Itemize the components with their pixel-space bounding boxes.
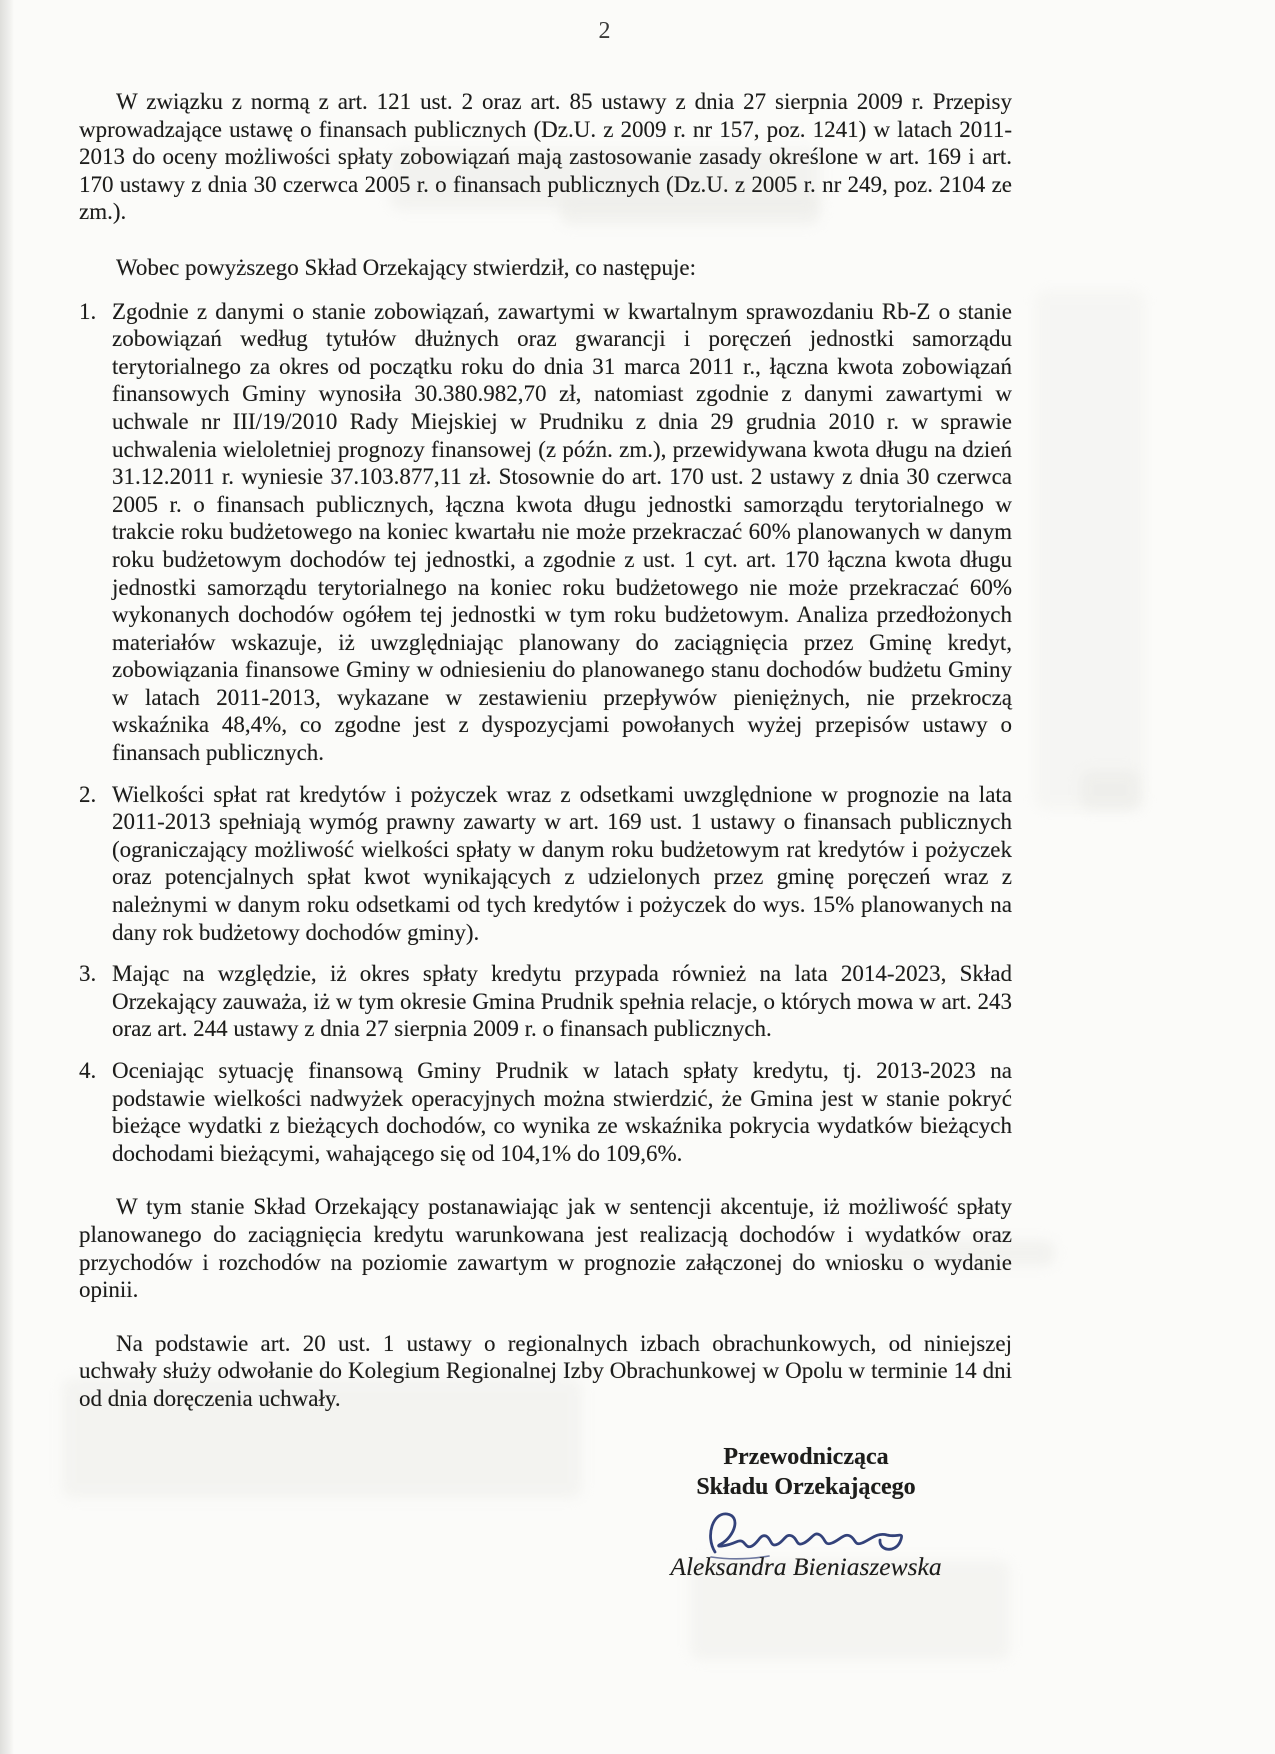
list-item — [79, 960, 1012, 1043]
document-body — [79, 88, 1012, 1413]
item-text: Mając na względzie, iż okres spłaty kredytu przypada również na lata 2014-2023, Skład Orzekający zauważa, iż w tym okresie Gmina Prudnik spełnia relacje, o których mowa w art. 243 oraz art. 244 ustawy z dnia 27 sierpnia 2009 r. o finansach publicznych. — [112, 961, 1012, 1042]
list-item — [79, 298, 1012, 767]
scan-edge-shadow — [0, 0, 14, 1754]
scan-smudge — [1080, 770, 1140, 810]
paragraph-intro: W związku z normą z art. 121 ust. 2 oraz art. 85 ustawy z dnia 27 sierpnia 2009 r. Przepisy wprowadzające ustawę o finansach publicznych (Dz.U. z 2009 r. nr 157, poz. 1241) w latach 2011-2013 do oceny możliwości spłaty zobowiązań mają zastosowanie zasady określone w art. 169 i art. 170 ustawy z dnia 30 czerwca 2005 r. o finansach publicznych (Dz.U. z 2005 r. nr 249, poz. 2104 ze zm.). — [79, 89, 1012, 225]
signature-name: Aleksandra Bieniaszewska — [670, 1552, 942, 1581]
findings-list — [79, 298, 1012, 1168]
signature-block — [640, 1442, 972, 1582]
signature-role-line-2: Składu Orzekającego — [696, 1474, 916, 1500]
page-number: 2 — [598, 18, 612, 44]
paragraph-closing-2: Na podstawie art. 20 ust. 1 ustawy o regionalnych izbach obrachunkowych, od niniejszej uchwały służy odwołanie do Kolegium Regionalnej Izby Obrachunkowej w Opolu w terminie 14 dni od dnia doręczenia uchwały. — [79, 1330, 1012, 1411]
paragraph-lead: Wobec powyższego Skład Orzekający stwierdził, co następuje: — [116, 254, 696, 280]
list-item — [79, 781, 1012, 947]
item-text: Zgodnie z danymi o stanie zobowiązań, zawartymi w kwartalnym sprawozdaniu Rb-Z o stanie zobowiązań według tytułów dłużnych oraz gwarancji i poręczeń jednostki samorządu terytorialnego za okres od początku roku do dnia 31 marca 2011 r., łączna kwota zobowiązań finansowych Gminy wynosiła 30.380.982,70 zł, natomiast zgodnie z danymi zawartymi w uchwale nr III/19/2010 Rady Miejskiej w Prudniku z dnia 29 grudnia 2010 r. w sprawie uchwalenia wieloletniej prognozy finansowej (z późn. zm.), przewidywana kwota długu na dzień 31.12.2011 r. wyniesie 37.103.877,11 zł. Stosownie do art. 170 ust. 2 ustawy z dnia 30 czerwca 2005 r. o finansach publicznych, łączna kwota długu jednostki samorządu terytorialnego w trakcie roku budżetowego na koniec kwartału nie może przekraczać 60% planowanych w danym roku budżetowym dochodów tej jednostki, a zgodnie z ust. 1 cyt. art. 170 łączna kwota długu jednostki samorządu terytorialnego na koniec roku budżetowego nie może przekraczać 60% wykonanych dochodów ogółem tej jednostki w tym roku budżetowym. Analiza przedłożonych materiałów wskazuje, iż uwzględniając planowany do zaciągnięcia przez Gminę kredyt, zobowiązania finansowe Gminy w odniesieniu do planowanego stanu dochodów budżetu Gminy w latach 2011-2013, wykazane w zestawieniu przepływów pieniężnych, nie przekroczą wskaźnika 48,4%, co zgodne jest z dyspozycjami powołanych wyżej przepisów ustawy o finansach publicznych. — [112, 298, 1012, 766]
item-number: 3. — [79, 961, 97, 987]
item-text: Oceniając sytuację finansową Gminy Prudnik w latach spłaty kredytu, tj. 2013-2023 na podstawie wielkości nadwyżek operacyjnych można stwierdzić, że Gmina jest w stanie pokryć bieżące wydatki z bieżących dochodów, co wynika ze wskaźnika pokrycia wydatków bieżących dochodami bieżącymi, wahającego się od 104,1% do 109,6%. — [112, 1058, 1012, 1166]
item-text: Wielkości spłat rat kredytów i pożyczek wraz z odsetkami uwzględnione w prognozie na lata 2011-2013 spełniają wymóg prawny zawarty w art. 169 ust. 1 ustawy o finansach publicznych (ograniczający możliwość wielkości spłaty w danym roku budżetowym rat kredytów i pożyczek oraz potencjalnych spłat kwot wynikających z udzielonych przez gminę poręczeń wraz z należnymi w danym roku odsetkami od tych kredytów i pożyczek do wys. 15% planowanych na dany rok budżetowy dochodów gminy). — [112, 781, 1012, 945]
item-number: 2. — [79, 781, 97, 807]
paragraph-closing-1: W tym stanie Skład Orzekający postanawiając jak w sentencji akcentuje, iż możliwość spłaty planowanego do zaciągnięcia kredytu warunkowana jest realizacją dochodów i wydatków oraz przychodów i rozchodów na poziomie zawartym w prognozie załączonej do wniosku o wydanie opinii. — [79, 1194, 1012, 1303]
scan-smudge — [1035, 290, 1145, 810]
signature-role-line-1: Przewodnicząca — [723, 1444, 889, 1470]
item-number: 4. — [79, 1058, 97, 1083]
list-item — [79, 1057, 1012, 1167]
item-number: 1. — [79, 298, 97, 324]
